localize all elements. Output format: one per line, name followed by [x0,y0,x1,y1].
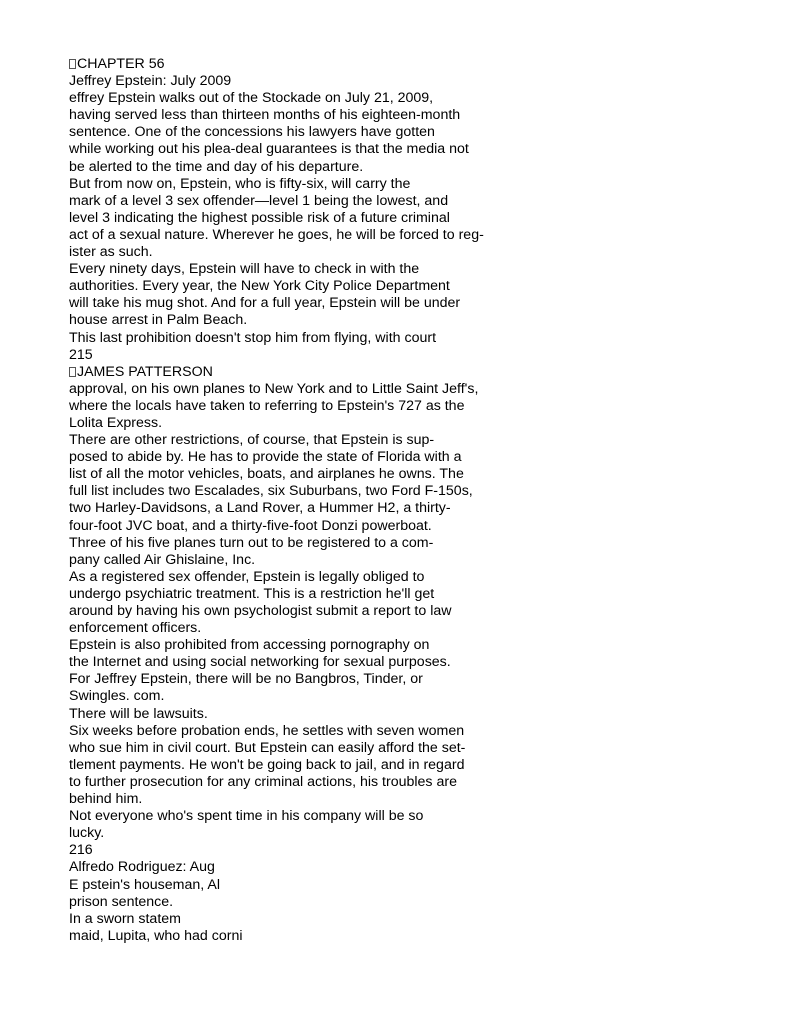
text-line: prison sentence. [69,893,174,910]
text-line: will take his mug shot. And for a full year, Epstein will be under [69,295,461,312]
text-line: house arrest in Palm Beach. [69,312,248,329]
text-line: In a sworn statem [69,910,181,927]
text-line: four-foot JVC boat, and a thirty-five-foot Donzi powerboat. [69,517,432,534]
text-line: undergo psychiatric treatment. This is a restriction he'll get [69,585,435,602]
text-line: enforcement officers. [69,620,202,637]
text-block-next-section [69,859,529,944]
running-header: JAMES PATTERSON [77,363,213,380]
text-line: This last prohibition doesn't stop him from flying, with court [69,329,437,346]
text-line: having served less than thirteen months of his eighteen-month [69,107,461,124]
running-header-line [69,364,529,381]
text-line: mark of a level 3 sex offender—level 1 being the lowest, and [69,192,449,209]
chapter-heading-line [69,56,529,73]
page-number: 215 [69,346,93,363]
text-line: E pstein's houseman, Al [69,876,220,893]
missing-glyph-icon [69,367,76,377]
text-line: be alerted to the time and day of his departure. [69,158,364,175]
text-line: For Jeffrey Epstein, there will be no Bangbros, Tinder, or [69,671,423,688]
text-line: As a registered sex offender, Epstein is legally obliged to [69,568,425,585]
text-line: Swingles. com. [69,688,165,705]
text-line: act of a sexual nature. Wherever he goes, he will be forced to reg- [69,226,484,243]
text-line: where the locals have taken to referring to Epstein's 727 as the [69,397,465,414]
text-line: list of all the motor vehicles, boats, and airplanes he owns. The [69,466,464,483]
text-line: Lolita Express. [69,414,163,431]
text-line: But from now on, Epstein, who is fifty-six, will carry the [69,175,411,192]
chapter-subheading: Jeffrey Epstein: July 2009 [69,73,232,90]
document-page [69,56,529,945]
text-line: level 3 indicating the highest possible risk of a future criminal [69,209,450,226]
text-line: sentence. One of the concessions his lawyers have gotten [69,124,435,141]
text-line: ister as such. [69,244,153,261]
chapter-heading: CHAPTER 56 [77,56,165,72]
text-line: while working out his plea-deal guarantees is that the media not [69,141,469,158]
missing-glyph-icon [69,59,76,69]
text-line: Epstein is also prohibited from accessing pornography on [69,637,430,654]
text-line: There will be lawsuits. [69,705,208,722]
text-line: around by having his own psychologist submit a report to law [69,603,452,619]
text-line: authorities. Every year, the New York City Police Department [69,278,450,295]
text-line: Every ninety days, Epstein will have to check in with the [69,261,420,278]
text-line: full list includes two Escalades, six Suburbans, two Ford F-150s, [69,483,473,500]
text-line: posed to abide by. He has to provide the state of Florida with a [69,449,462,466]
text-block-page-215 [69,90,529,346]
text-line: Alfredo Rodriguez: Aug [69,859,215,876]
page-number: 216 [69,842,93,859]
text-line: lucky. [69,825,105,842]
text-line: two Harley-Davidsons, a Land Rover, a Hummer H2, a thirty- [69,500,451,517]
text-line: behind him. [69,791,143,808]
text-line: effrey Epstein walks out of the Stockade on July 21, 2009, [69,90,434,107]
text-line: There are other restrictions, of course, that Epstein is sup- [69,432,435,449]
text-line: to further prosecution for any criminal actions, his troubles are [69,773,457,790]
text-line: approval, on his own planes to New York and to Little Saint Jeff's, [69,380,479,397]
text-line: tlement payments. He won't be going back to jail, and in regard [69,756,465,773]
text-line: who sue him in civil court. But Epstein can easily afford the set- [69,739,466,756]
text-line: Not everyone who's spent time in his company will be so [69,808,424,825]
text-line: Three of his five planes turn out to be registered to a com- [69,534,434,551]
text-line: Six weeks before probation ends, he settles with seven women [69,722,465,739]
text-line: pany called Air Ghislaine, Inc. [69,551,256,568]
text-block-page-216 [69,381,529,843]
text-line: maid, Lupita, who had corni [69,927,243,944]
text-line: the Internet and using social networking for sexual purposes. [69,654,451,671]
